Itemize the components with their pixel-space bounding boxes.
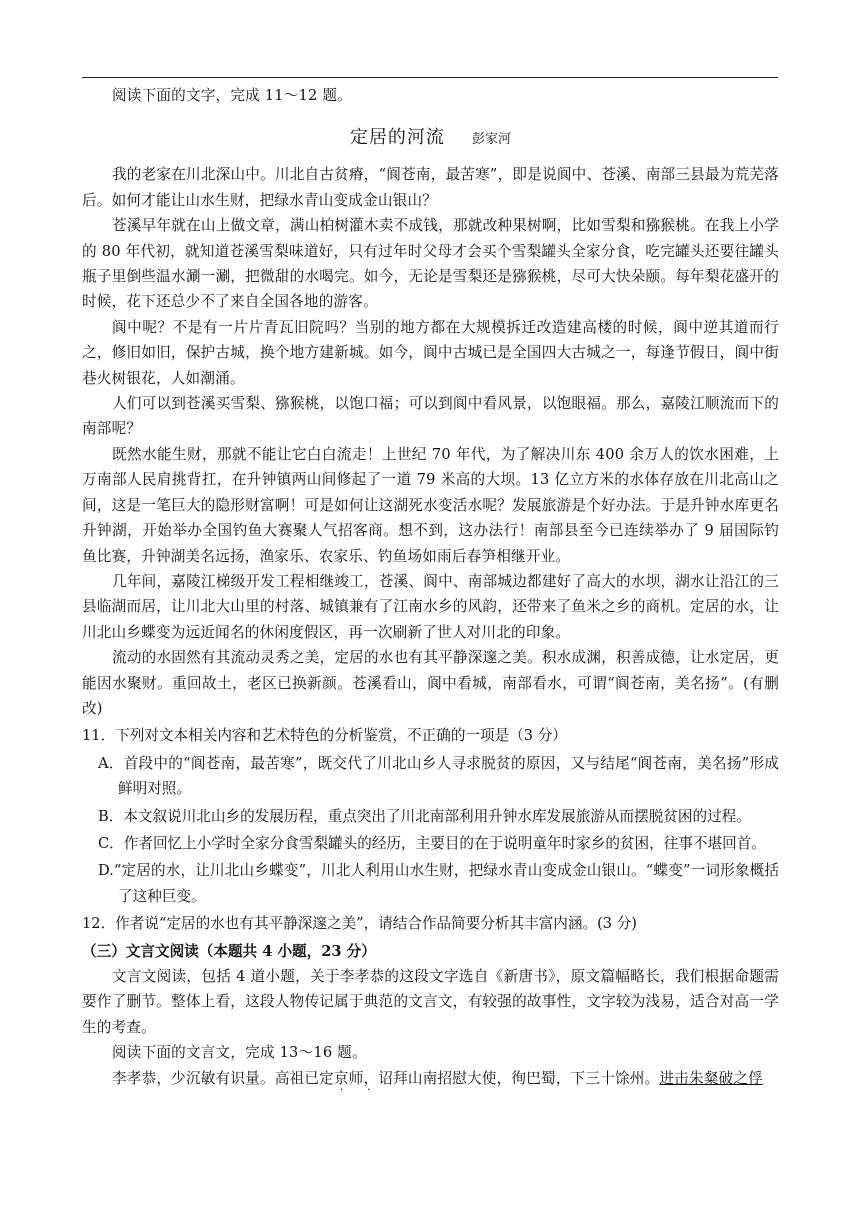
question-12: 12．作者说“定居的水也有其平静深邃之美”，请结合作品简要分析其丰富内涵。(3 分) (82, 915, 637, 933)
question-11-option-b: B．本文叙说川北山乡的发展历程，重点突出了川北南部利用升钟水库发展旅游从而摆脱贫困的过程。 (98, 807, 751, 825)
exam-page (82, 83, 779, 1103)
reading-instruction: 阅读下面的文字，完成 11～12 题。 (112, 87, 352, 104)
emphasis-marks: · · (340, 1083, 381, 1097)
question-11-option-d: D.“定居的水，让川北山乡蝶变”，川北人利用山水生财，把绿水青山变成金山银山。“蝶变”一词形象概括了这种巨变。 (98, 862, 779, 905)
article-paragraph: 既然水能生财，那就不能让它白白流走！上世纪 70 年代，为了解决川东 400 余万人的饮水困难，上万南部人民肩挑背扛，在升钟镇两山间修起了一道 79 米高的大坝。13 亿立方米的水体存放在川北高山之间，这是一笔巨大的隐形财富啊！可是如何让这湖死水变活水呢？发展旅游是个好办法。于是升钟水库更名升钟湖，开始举办全国钓鱼大赛聚人气招客商。想不到，这办法行！南部县至今已连续举办了 9 届国际钓鱼比赛，升钟湖美名远扬，渔家乐、农家乐、钓鱼场如雨后春笋相继开业。 (82, 445, 779, 565)
section-heading: （三）文言文阅读（本题共 4 小题，23 分） (82, 942, 376, 960)
question-11-option-c: C．作者回忆上小学时全家分食雪梨罐头的经历，主要目的在于说明童年时家乡的贫困，往事不堪回首。 (98, 834, 766, 852)
article-paragraph: 人们可以到苍溪买雪梨、猕猴桃，以饱口福；可以到阆中看风景，以饱眼福。那么，嘉陵江顺流而下的南部呢？ (82, 395, 779, 438)
article-paragraph: 我的老家在川北深山中。川北自古贫瘠，“阆苍南，最苦寒”，即是说阆中、苍溪、南部三县最为荒芜落后。如何才能让山水生财，把绿水青山变成金山银山？ (82, 166, 779, 209)
question-11-option-a: A．首段中的“阆苍南，最苦寒”，既交代了川北山乡人寻求脱贫的原因，又与结尾“阆苍南，美名扬”形成鲜明对照。 (98, 754, 779, 798)
emphasis-row (82, 1083, 779, 1103)
classical-prompt: 阅读下面的文言文，完成 13～16 题。 (112, 1044, 367, 1062)
article-paragraph: 苍溪早年就在山上做文章，满山柏树灌木卖不成钱，那就改种果树啊，比如雪梨和猕猴桃。在我上小学的 80 年代初，就知道苍溪雪梨味道好，只有过年时父母才会买个雪梨罐头全家分食，吃完罐头还要往罐头瓶子里倒些温水涮一涮，把微甜的水喝完。如今，无论是雪梨还是猕猴桃，尽可大快朵颐。每年梨花盛开的时候，花下还总少不了来自全国各地的游客。 (82, 217, 779, 311)
article-paragraph: 流动的水固然有其流动灵秀之美，定居的水也有其平静深邃之美。积水成渊，积善成德，让水定居，更能因水聚财。重回故土，老区已换新颜。苍溪看山，阆中看城，南部看水，可谓“阆苍南，美名扬”。(有删改) (82, 649, 779, 717)
article-heading (82, 124, 779, 154)
top-rule (82, 77, 778, 78)
classical-text-lead: 李孝恭，少沉敏有识量。高祖已定京师，诏拜山南招慰大使，徇巴蜀，下三十馀州。 (112, 1069, 660, 1087)
article-paragraph: 阆中呢？不是有一片片青瓦旧院吗？当别的地方都在大规模拆迁改造建高楼的时候，阆中逆其道而行之，修旧如旧，保护古城，换个地方建新城。如今，阆中古城已是全国四大古城之一，每逢节假日，阆中街巷火树银花，人如潮涌。 (82, 318, 779, 387)
classical-intro: 文言文阅读，包括 4 道小题，关于李孝恭的这段文字选自《新唐书》，原文篇幅略长，我们根据命题需要作了删节。整体上看，这段人物传记属于典范的文言文，有较强的故事性，文字较为浅易，适合对高一学生的考查。 (82, 968, 779, 1036)
article-author: 彭家河 (472, 132, 512, 148)
underlined-phrase: 进击朱粲破之俘 (659, 1069, 763, 1087)
article-paragraph: 几年间，嘉陵江梯级开发工程相继竣工，苍溪、阆中、南部城边都建好了高大的水坝，湖水让沿江的三县临湖而居，让川北大山里的村落、城镇兼有了江南水乡的风韵，还带来了鱼米之乡的商机。定居的水，让川北山乡蝶变为远近闻名的休闲度假区，再一次刷新了世人对川北的印象。 (82, 572, 779, 641)
classical-text (82, 1066, 779, 1091)
article-title: 定居的河流 (349, 127, 445, 149)
question-11-stem: 11．下列对文本相关内容和艺术特色的分析鉴赏，不正确的一项是（3 分） (82, 727, 567, 745)
